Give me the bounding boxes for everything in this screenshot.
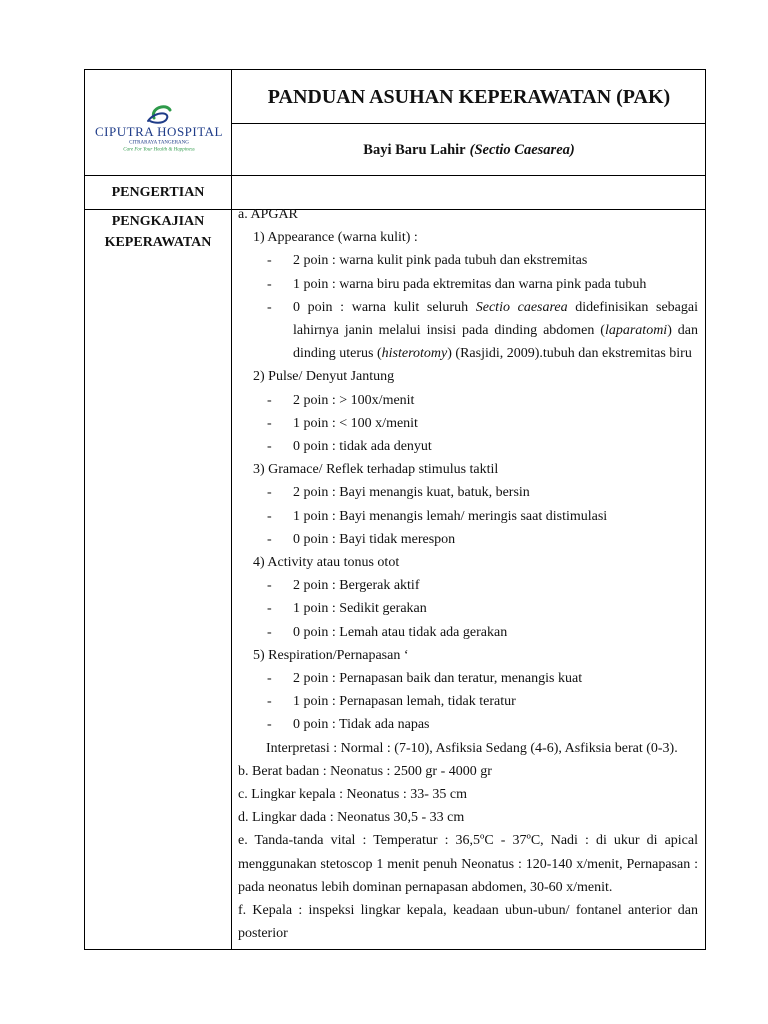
list-item: - 2 poin : Pernapasan baik dan teratur, menangis kuat bbox=[238, 667, 698, 690]
column-divider bbox=[231, 70, 232, 949]
label-pengkajian-line2: KEPERAWATAN bbox=[104, 235, 212, 250]
interpretasi-text: Interpretasi : Normal : (7-10), Asfiksia Sedang (4-6), Asfiksia berat (0-3). bbox=[266, 740, 678, 756]
list-item: - 0 poin : tidak ada denyut bbox=[238, 435, 698, 458]
lingkar-kepala-text: c. Lingkar kepala : Neonatus : 33- 35 cm bbox=[238, 787, 467, 803]
list-item: - 2 poin : Bergerak aktif bbox=[238, 574, 698, 597]
list-item: - 1 poin : Sedikit gerakan bbox=[238, 597, 698, 620]
lingkar-dada-text: d. Lingkar dada : Neonatus 30,5 - 33 cm bbox=[238, 810, 465, 826]
list-item: - 0 poin : Bayi tidak merespon bbox=[238, 528, 698, 551]
logo-tagline: Care For Your Health & Happiness bbox=[123, 147, 195, 153]
list-item: - 2 poin : > 100x/menit bbox=[238, 389, 698, 412]
list-item-text: 2 poin : Bergerak aktif bbox=[293, 578, 420, 594]
list-item-text: 1 poin : warna biru pada ektremitas dan warna pink pada tubuh bbox=[293, 276, 647, 292]
label-pengkajian bbox=[85, 211, 231, 253]
list-item-text: 0 poin : warna kulit seluruh Sectio caesarea didefinisikan sebagai lahirnya janin melalui insisi pada dinding abdomen (laparatomi) dan dinding uterus (histerotomy) (Rasjidi, 2009).tubuh dan ekstremitas biru bbox=[293, 299, 698, 362]
list-item: - 1 poin : Pernapasan lemah, tidak teratur bbox=[238, 690, 698, 713]
subtitle-italic: (Sectio Caesarea) bbox=[469, 141, 575, 158]
page-title: PANDUAN ASUHAN KEPERAWATAN (PAK) bbox=[267, 85, 671, 108]
logo-name: CIPUTRA HOSPITAL bbox=[95, 124, 223, 139]
list-item-text: 0 poin : Tidak ada napas bbox=[293, 717, 430, 733]
list-item: - 2 poin : Bayi menangis kuat, batuk, bersin bbox=[238, 481, 698, 504]
list-item-text: 0 poin : Lemah atau tidak ada gerakan bbox=[293, 624, 508, 640]
list-item: - 0 poin : Lemah atau tidak ada gerakan bbox=[238, 621, 698, 644]
list-item-text: 2 poin : Bayi menangis kuat, batuk, bersin bbox=[293, 485, 530, 501]
activity-heading: 4) Activity atau tonus otot bbox=[253, 555, 400, 571]
appearance-heading: 1) Appearance (warna kulit) : bbox=[253, 230, 418, 246]
respiration-heading: 5) Respiration/Pernapasan ‘ bbox=[253, 647, 409, 663]
label-pengkajian-line1: PENGKAJIAN bbox=[111, 214, 205, 229]
list-item-text: 1 poin : Bayi menangis lemah/ meringis saat distimulasi bbox=[293, 508, 608, 524]
list-item-text: 0 poin : Bayi tidak merespon bbox=[293, 531, 456, 547]
apgar-heading: a. APGAR bbox=[238, 207, 298, 222]
list-item: - 0 poin : Tidak ada napas bbox=[238, 713, 698, 736]
label-pengertian: PENGERTIAN bbox=[111, 185, 205, 200]
logo-location: CITRARAYA TANGERANG bbox=[129, 140, 189, 146]
list-item-text: 1 poin : < 100 x/menit bbox=[293, 415, 418, 431]
grimace-heading: 3) Gramace/ Reflek terhadap stimulus taktil bbox=[253, 462, 499, 478]
page-subtitle bbox=[232, 124, 706, 176]
tanda-vital-text: e. Tanda-tanda vital : Temperatur : 36,5ºC - 37ºC, Nadi : di ukur di apical menggunakan stetoscop 1 menit penuh Neonatus : 120-140 x/menit, Pernapasan : pada neonatus lebih dominan pernapasan abdomen, 30-60 x/menit. bbox=[238, 833, 698, 895]
list-item-text: 1 poin : Sedikit gerakan bbox=[293, 601, 427, 617]
list-item: - 1 poin : < 100 x/menit bbox=[238, 412, 698, 435]
list-item-text: 2 poin : > 100x/menit bbox=[293, 392, 415, 408]
pulse-heading: 2) Pulse/ Denyut Jantung bbox=[253, 369, 395, 385]
subtitle-main: Bayi Baru Lahir bbox=[363, 141, 466, 158]
list-item-text: 0 poin : tidak ada denyut bbox=[293, 439, 432, 455]
list-item: - 1 poin : warna biru pada ektremitas dan warna pink pada tubuh bbox=[238, 273, 698, 296]
document-table bbox=[84, 69, 706, 950]
list-item-text: 2 poin : Pernapasan baik dan teratur, menangis kuat bbox=[293, 671, 583, 687]
list-item: - 0 poin : warna kulit seluruh Sectio caesarea didefinisikan sebagai lahirnya janin melalui insisi pada dinding abdomen (laparatomi) dan dinding uterus (histerotomy) (Rasjidi, 2009).tubuh dan ekstremitas biru bbox=[238, 296, 698, 366]
list-item: - 2 poin : warna kulit pink pada tubuh dan ekstremitas bbox=[238, 249, 698, 272]
berat-badan-text: b. Berat badan : Neonatus : 2500 gr - 4000 gr bbox=[238, 763, 492, 779]
hospital-logo bbox=[90, 104, 228, 156]
kepala-text: f. Kepala : inspeksi lingkar kepala, keadaan ubun-ubun/ fontanel anterior dan posterior bbox=[238, 903, 698, 942]
list-item: - 1 poin : Bayi menangis lemah/ meringis saat distimulasi bbox=[238, 505, 698, 528]
list-item-text: 2 poin : warna kulit pink pada tubuh dan ekstremitas bbox=[293, 253, 588, 269]
list-item-text: 1 poin : Pernapasan lemah, tidak teratur bbox=[293, 694, 516, 710]
pengkajian-content bbox=[238, 208, 698, 946]
